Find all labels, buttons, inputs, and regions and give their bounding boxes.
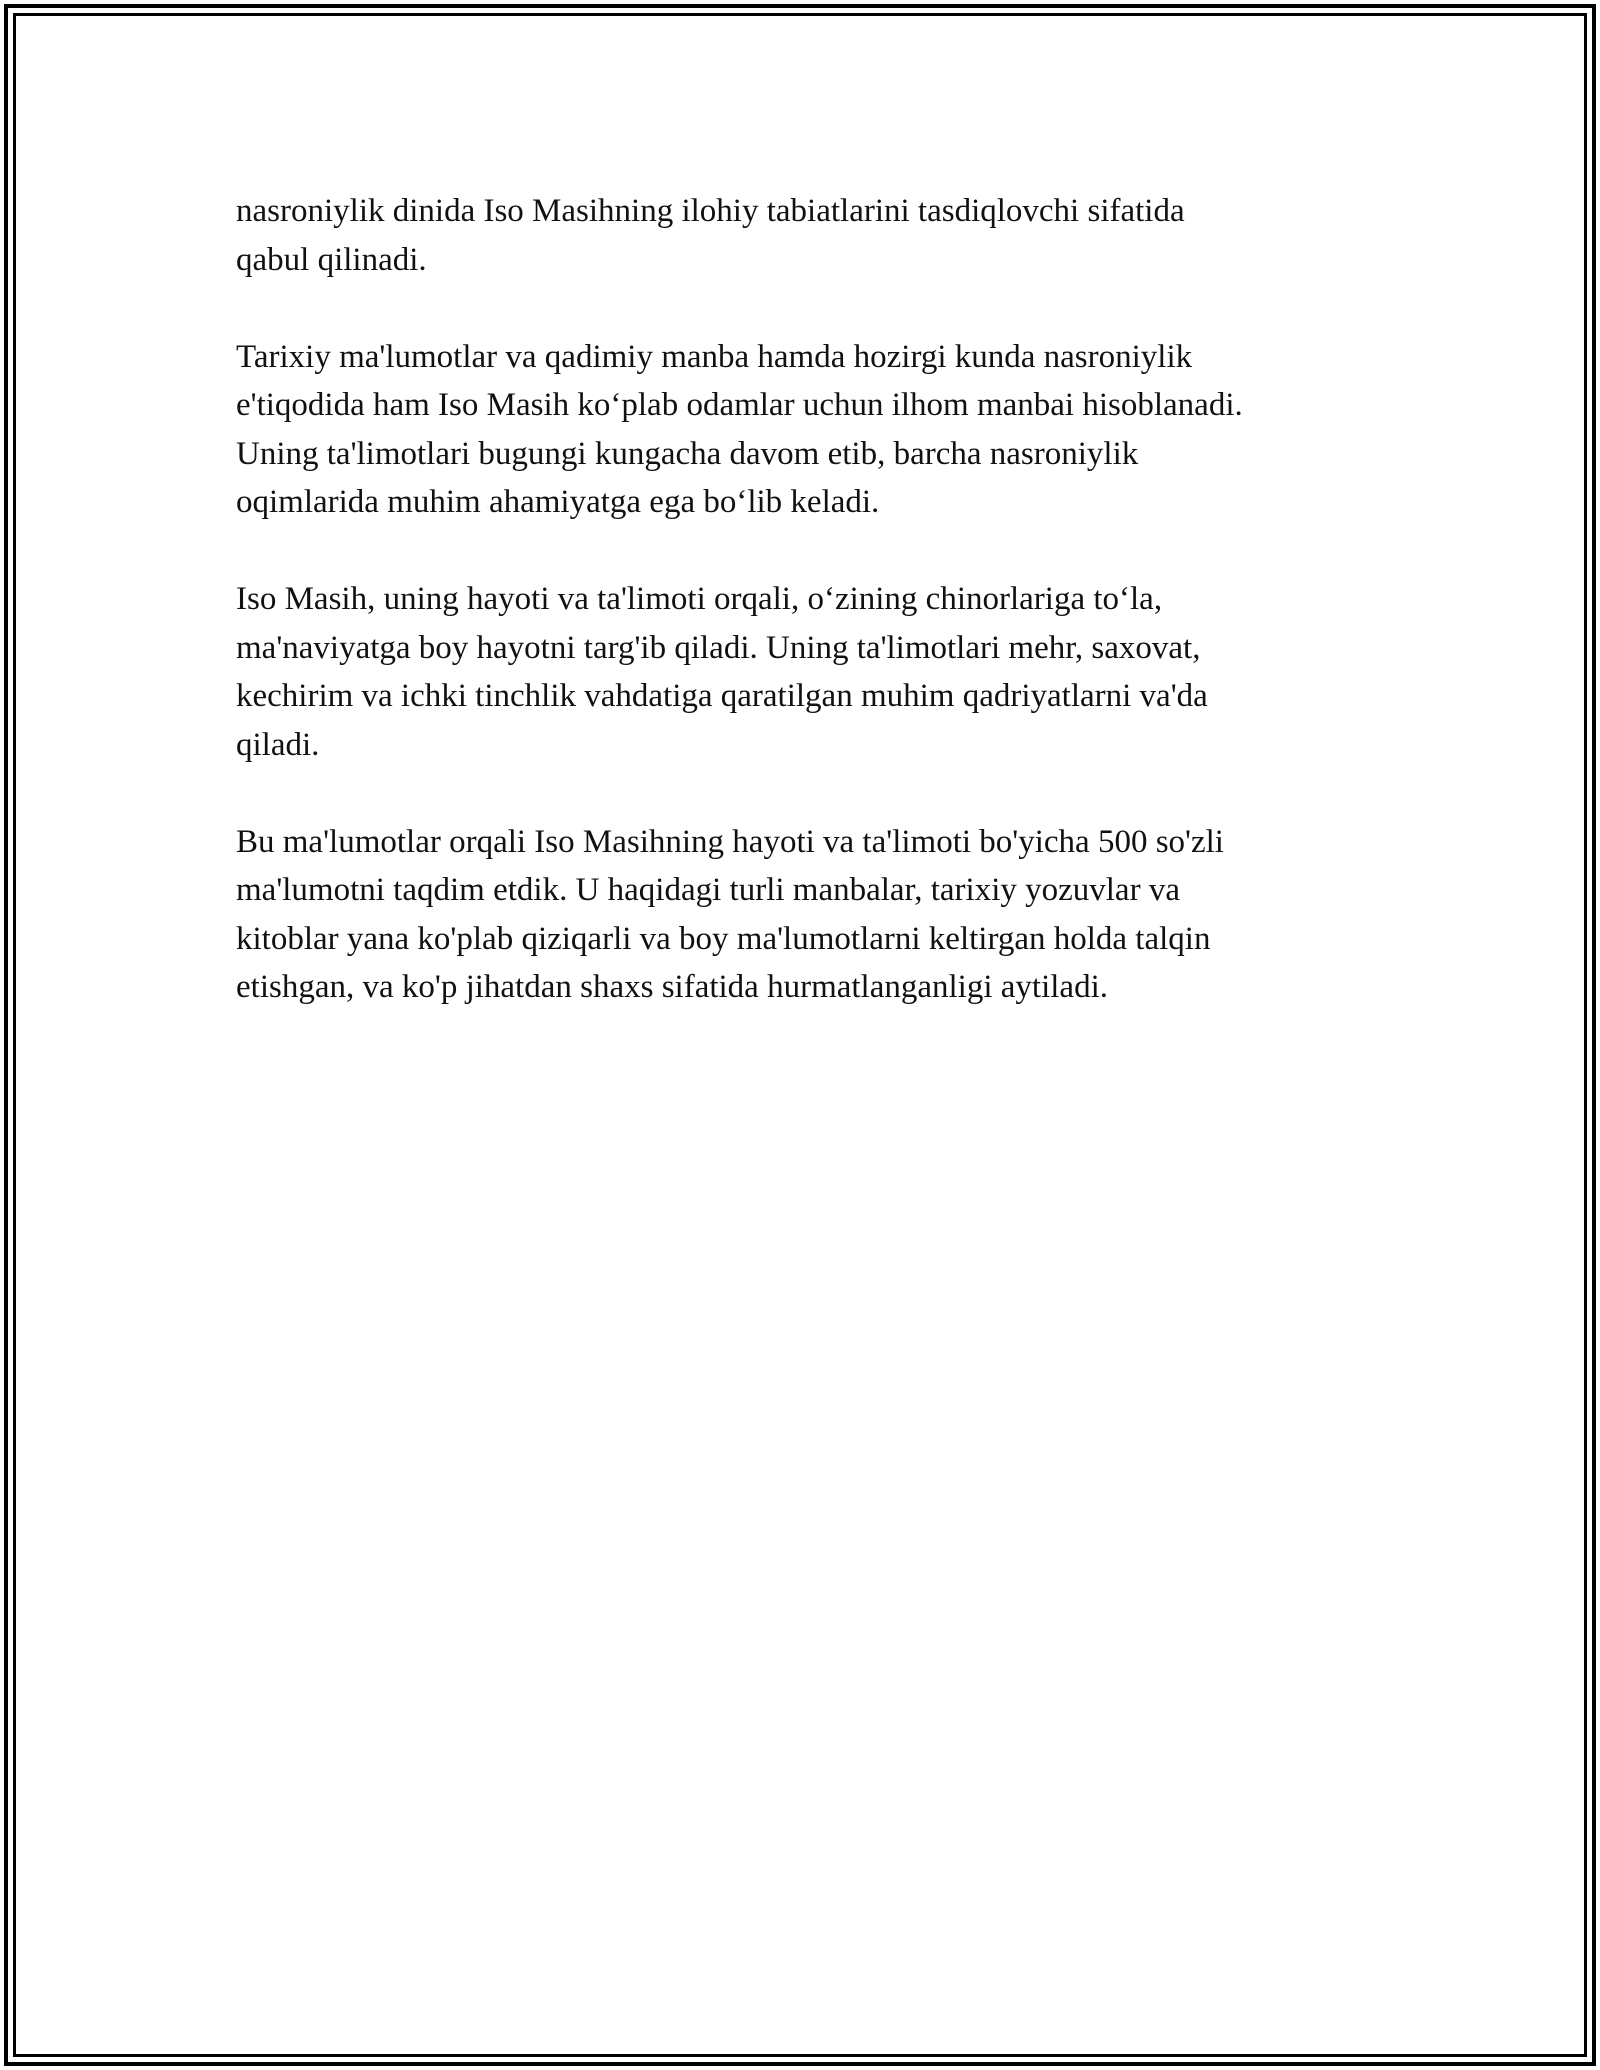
paragraph-2: Tarixiy ma'lumotlar va qadimiy manba hamda hozirgi kunda nasroniylik e'tiqodida ham Iso Masih ko‘plab odamlar uchun ilhom manbai hisoblanadi. Uning ta'limotlari bugungi kungacha davom etib, barcha nasroniylik oqimlarida muhim ahamiyatga ega bo‘lib keladi. [236,338,1243,520]
paragraph-4: Bu ma'lumotlar orqali Iso Masihning hayoti va ta'limoti bo'yicha 500 so'zli ma'lumotni taqdim etdik. U haqidagi turli manbalar, tarixiy yozuvlar va kitoblar yana ko'plab qiziqarli va boy ma'lumotlarni keltirgan holda talqin etishgan, va ko'p jihatdan shaxs sifatida hurmatlanganligi aytiladi. [236,823,1224,1005]
paragraph-3: Iso Masih, uning hayoti va ta'limoti orqali, o‘zining chinorlariga to‘la, ma'naviyatga boy hayotni targ'ib qiladi. Uning ta'limotlari mehr, saxovat, kechirim va ichki tinchlik vahdatiga qaratilgan muhim qadriyatlarni va'da qiladi. [236,581,1208,763]
document-body [236,187,1366,1060]
paragraph-1: nasroniylik dinida Iso Masihning ilohiy tabiatlarini tasdiqlovchi sifatida qabul qilinadi. [236,193,1185,278]
